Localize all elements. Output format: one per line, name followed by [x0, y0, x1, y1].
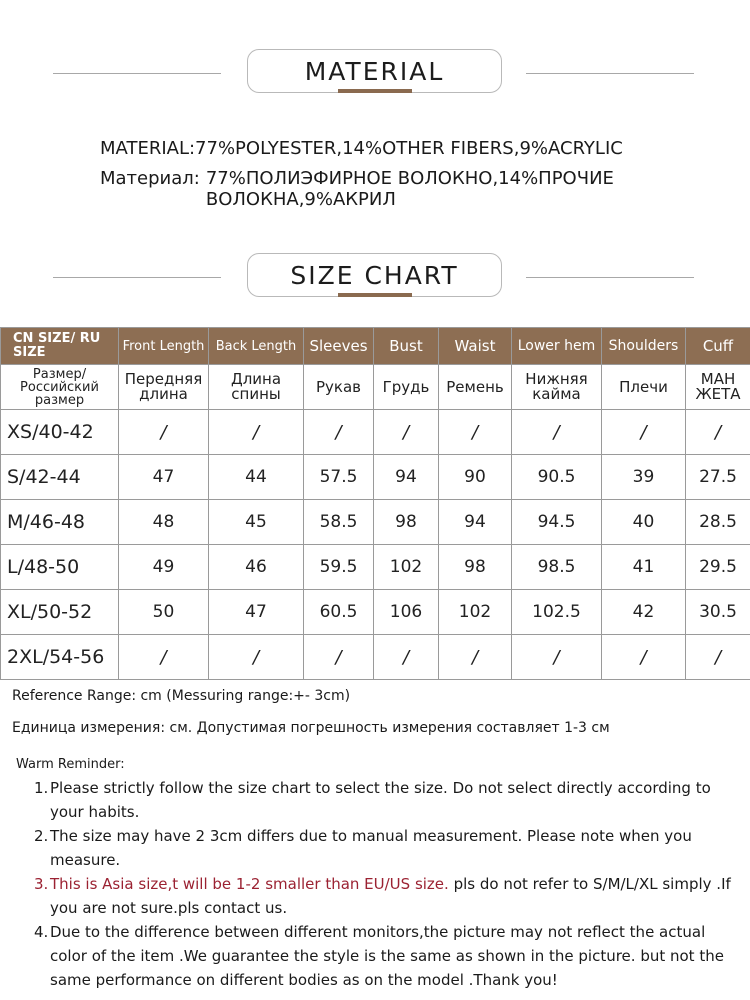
ru-header-lower-hem: Нижняя кайма — [512, 365, 602, 410]
material-ru-value: 77%ПОЛИЭФИРНОЕ ВОЛОКНО,14%ПРОЧИЕ ВОЛОКНА,9%АКРИЛ — [205, 168, 614, 210]
measurement-cell: / — [602, 410, 686, 455]
size-label-cell: XS/40-42 — [1, 410, 119, 455]
material-en-row — [100, 138, 720, 159]
header-sleeves: Sleeves — [304, 328, 374, 365]
measurement-cell: 98 — [439, 545, 512, 590]
table-row — [1, 545, 750, 590]
size-chart-table — [0, 327, 750, 680]
asia-size-warning: This is Asia size,t will be 1-2 smaller than EU/US size. — [50, 875, 449, 893]
table-row — [1, 455, 750, 500]
measurement-cell: 90.5 — [512, 455, 602, 500]
divider-right — [526, 73, 694, 74]
reference-range-en: Reference Range: cm (Messuring range:+- 3cm) — [12, 688, 351, 704]
measurement-cell: 98.5 — [512, 545, 602, 590]
measurement-cell: / — [209, 410, 304, 455]
table-row — [1, 500, 750, 545]
measurement-cell: 94.5 — [512, 500, 602, 545]
measurement-cell: / — [209, 635, 304, 680]
measurement-cell: 48 — [119, 500, 209, 545]
measurement-cell: 90 — [439, 455, 512, 500]
measurement-cell: 46 — [209, 545, 304, 590]
material-info — [100, 138, 720, 210]
table-row — [1, 635, 750, 680]
measurement-cell: 41 — [602, 545, 686, 590]
material-ru-key: Материал: — [100, 168, 200, 189]
header-cuff: Cuff — [686, 328, 750, 365]
reminder-item: 1. Please strictly follow the size chart to select the size. Do not select directly according to your habits. — [34, 779, 711, 821]
title-underbar — [338, 293, 412, 297]
ru-header-sleeves: Рукав — [304, 365, 374, 410]
measurement-cell: 47 — [119, 455, 209, 500]
ru-header-front-length: Передняя длина — [119, 365, 209, 410]
ru-header-size: Размер/ Российский размер — [1, 365, 119, 410]
measurement-cell: / — [304, 635, 374, 680]
header-cn-size: CN SIZE/ RU SIZE — [1, 328, 119, 365]
measurement-cell: 94 — [439, 500, 512, 545]
ru-header-cuff: МАН ЖЕТА — [686, 365, 750, 410]
measurement-cell: / — [119, 410, 209, 455]
measurement-cell: 40 — [602, 500, 686, 545]
measurement-cell: 45 — [209, 500, 304, 545]
size-label-cell: L/48-50 — [1, 545, 119, 590]
header-shoulders: Shoulders — [602, 328, 686, 365]
material-en-key: MATERIAL: — [100, 138, 196, 159]
reminder-item: 4. Due to the difference between different monitors,the picture may not reflect the actual color of the item .We guarantee the style is the same as shown in the picture. but not the same performance on different bodies as on the model .Thank you! — [34, 923, 724, 989]
divider-right — [526, 277, 694, 278]
measurement-cell: 94 — [374, 455, 439, 500]
reminder-list — [34, 776, 742, 992]
size-label-cell: XL/50-52 — [1, 590, 119, 635]
measurement-cell: 28.5 — [686, 500, 750, 545]
measurement-cell: 30.5 — [686, 590, 750, 635]
measurement-cell: 42 — [602, 590, 686, 635]
reference-range-ru: Единица измерения: см. Допустимая погрешность измерения составляет 1-3 см — [12, 720, 610, 736]
ru-header-bust: Грудь — [374, 365, 439, 410]
header-lower-hem: Lower hem — [512, 328, 602, 365]
measurement-cell: 49 — [119, 545, 209, 590]
measurement-cell: / — [602, 635, 686, 680]
size-chart-section-header — [0, 253, 750, 301]
measurement-cell: 59.5 — [304, 545, 374, 590]
measurement-cell: 98 — [374, 500, 439, 545]
measurement-cell: / — [439, 635, 512, 680]
reminder-item: 3. This is Asia size,t will be 1-2 smaller than EU/US size. pls do not refer to S/M/L/XL simply .If you are not sure.pls contact us. — [34, 875, 731, 917]
measurement-cell: 47 — [209, 590, 304, 635]
measurement-cell: / — [512, 635, 602, 680]
measurement-cell: / — [686, 410, 750, 455]
header-front-length: Front Length — [119, 328, 209, 365]
measurement-cell: 102 — [439, 590, 512, 635]
measurement-cell: / — [119, 635, 209, 680]
header-waist: Waist — [439, 328, 512, 365]
divider-left — [53, 277, 221, 278]
material-title: MATERIAL — [247, 49, 502, 93]
measurement-cell: 50 — [119, 590, 209, 635]
material-en-value: 77%POLYESTER,14%OTHER FIBERS,9%ACRYLIC — [195, 138, 623, 159]
measurement-cell: 102 — [374, 545, 439, 590]
table-ru-header-row — [1, 365, 750, 410]
measurement-cell: / — [686, 635, 750, 680]
reminder-item: 2. The size may have 2 3cm differs due to manual measurement. Please note when you measure. — [34, 827, 692, 869]
table-header-row — [1, 328, 750, 365]
measurement-cell: 29.5 — [686, 545, 750, 590]
notes-section — [12, 688, 742, 992]
measurement-cell: 44 — [209, 455, 304, 500]
measurement-cell: 102.5 — [512, 590, 602, 635]
measurement-cell: 60.5 — [304, 590, 374, 635]
ru-header-waist: Ремень — [439, 365, 512, 410]
measurement-cell: 106 — [374, 590, 439, 635]
measurement-cell: 39 — [602, 455, 686, 500]
size-chart-title: SIZE CHART — [247, 253, 502, 297]
size-label-cell: S/42-44 — [1, 455, 119, 500]
measurement-cell: / — [439, 410, 512, 455]
material-ru-row — [100, 168, 720, 210]
measurement-cell: 27.5 — [686, 455, 750, 500]
title-underbar — [338, 89, 412, 93]
material-section-header — [0, 49, 750, 97]
divider-left — [53, 73, 221, 74]
header-back-length: Back Length — [209, 328, 304, 365]
warm-reminder-title: Warm Reminder: — [16, 757, 125, 772]
size-label-cell: M/46-48 — [1, 500, 119, 545]
measurement-cell: / — [374, 410, 439, 455]
table-row — [1, 590, 750, 635]
ru-header-back-length: Длина спины — [209, 365, 304, 410]
ru-header-shoulders: Плечи — [602, 365, 686, 410]
measurement-cell: / — [374, 635, 439, 680]
measurement-cell: 57.5 — [304, 455, 374, 500]
measurement-cell: / — [304, 410, 374, 455]
measurement-cell: 58.5 — [304, 500, 374, 545]
header-bust: Bust — [374, 328, 439, 365]
measurement-cell: / — [512, 410, 602, 455]
size-label-cell: 2XL/54-56 — [1, 635, 119, 680]
table-row — [1, 410, 750, 455]
